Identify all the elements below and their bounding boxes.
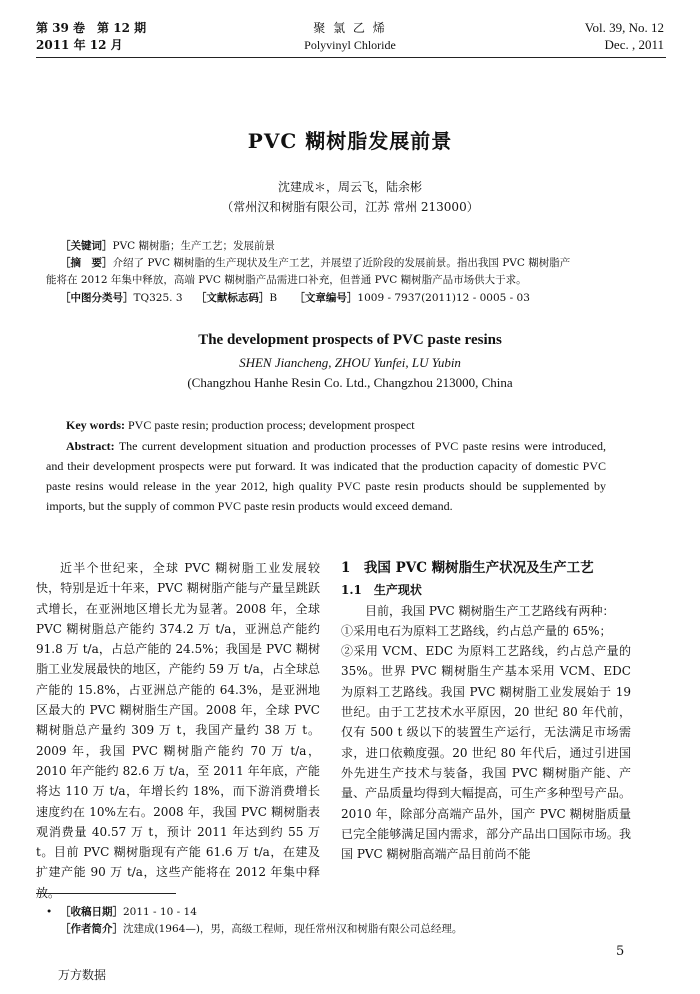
footnote-marker: • — [46, 906, 53, 918]
journal-name-cn: 聚 氯 乙 烯 — [313, 21, 387, 35]
author-bio — [60, 921, 462, 938]
received-date — [60, 904, 197, 921]
intro-paragraph: 近半个世纪来，全球 PVC 糊树脂工业发展较快，特别是近十年来，PVC 糊树脂产能与产量呈跳跃式增长，在亚洲地区增长尤为显著。2008 年，全球 PVC 糊树脂总产能约 374.2 万 t/a，亚洲总产能约 91.8 万 t/a，占总产能的 24.5%；我国是 PVC 糊树脂工业发展最快的地区，产能约 59 万 t/a，占全球总产能的 15.8%，占亚洲总产能的 64.3%，是亚洲地区最大的 PVC 糊树脂生产国。2008 年，全球 PVC 糊树脂总产量约 309 万 t，我国产量约 38 万 t。2009 年，我国 PVC 糊树脂产能约 70 万 t/a，2010 年产能约 82.6 万 t/a，至 2011 年年底，产能将达 110 万 t/a，年增长约 18%，而下游消费增长速度约在 10%左右。2008 年，我国 PVC 糊树脂表观消费量 40.57 万 t，预计 2011 年达到约 55 万 t。目前 PVC 糊树脂现有产能 61.6 万 t/a，在建及扩建产能 90 万 t/a，这些产能将在 2012 年集中释放。 — [36, 561, 320, 900]
journal-name-en: Polyvinyl Chloride — [304, 38, 396, 52]
authors-cn: 沈建成＊，周云飞，陆余彬 — [277, 180, 422, 194]
right-column — [341, 558, 631, 864]
keywords-cn-text: PVC 糊树脂；生产工艺；发展前景 — [112, 240, 276, 252]
page-title: PVC 糊树脂发展前景 — [247, 129, 453, 153]
article-no-label: ［文章编号］ — [294, 292, 358, 304]
english-affiliation: (Changzhou Hanhe Resin Co. Ltd., Changzhou 213000, China — [187, 375, 513, 390]
abstract-cn-line2: 能将在 2012 年集中释放，高端 PVC 糊树脂产品需进口补充，但普通 PVC 糊树脂产品市场供大于求。 — [46, 274, 527, 286]
classification — [60, 290, 645, 307]
english-title: The development prospects of PVC paste resins — [198, 332, 502, 348]
journal-date-en: Dec. , 2011 — [604, 37, 664, 52]
affiliation-cn: （常州汉和树脂有限公司，江苏 常州 213000） — [221, 200, 479, 214]
subsection-heading: 1.1 生产现状 — [341, 583, 422, 598]
english-abstract-text: The current development situation and production processes of PVC paste resins were introduced, and their development prospects were put forward. It was indicated that the production capacity of domestic PVC paste resins would release in the year 2012, high quality PVC paste resin products should be supplemented by imports, but the supply of common PVC paste resin products would exceed demand. — [46, 439, 606, 513]
received-value: 2011 - 10 - 14 — [123, 906, 197, 918]
received-label: ［收稿日期］ — [60, 906, 123, 918]
doc-code-value: B — [269, 292, 278, 304]
english-keywords-label: Key words: — [66, 418, 125, 432]
route-item-2: ②采用 VCM、EDC 为原料工艺路线，约占总产量的 35%。世界 PVC 糊树脂生产基本采用 VCM、EDC 为原料工艺路线。我国 PVC 糊树脂工业发展始于 19 世纪。由于工艺技术水平原因，20 世纪 80 年代前，仅有 500 t 级以下的装置生产运行，无法满足市场需求，进口依赖度强。20 世纪 80 年代后，通过引进国外先进生产技术与装备，我国 PVC 糊树脂产能、产量、产品质量均得到大幅提高，可生产多种型号产品。2010 年，除部分高端产品外，国产 PVC 糊树脂质量已完全能够满足国内需求，部分产品出口国际市场。我国 PVC 糊树脂高端产品目前尚不能 — [341, 644, 631, 862]
article-no-value: 1009 - 7937(2011)12 - 0005 - 03 — [357, 292, 530, 304]
doc-code-label: ［文献标志码］ — [195, 292, 270, 304]
author-bio-label: ［作者简介］ — [60, 923, 123, 935]
journal-date: 2011 年 12 月 — [36, 38, 123, 52]
abstract-cn-label: ［摘 要］ — [60, 257, 113, 269]
section-heading: 1 我国 PVC 糊树脂生产状况及生产工艺 — [341, 560, 594, 576]
route-item-1: ①采用电石为原料工艺路线，约占总产量的 65%； — [341, 623, 612, 638]
watermark: 万方数据 — [58, 968, 107, 982]
footnote-rule — [36, 893, 176, 894]
abstract-cn-text1: 介绍了 PVC 糊树脂的生产现状及生产工艺，并展望了近阶段的发展前景。指出我国 PVC 糊树脂产 — [112, 257, 571, 269]
keywords-cn — [60, 238, 645, 255]
english-keywords-text: PVC paste resin; production process; development prospect — [128, 418, 415, 432]
abstract-cn-line1 — [60, 255, 645, 272]
english-keywords — [66, 415, 606, 435]
author-bio-text: 沈建成(1964—)，男，高级工程师，现任常州汉和树脂有限公司总经理。 — [123, 923, 463, 935]
journal-volume-en: Vol. 39, No. 12 — [584, 20, 664, 35]
left-column — [36, 558, 320, 903]
clc-value: TQ325. 3 — [133, 292, 183, 304]
english-authors: SHEN Jiancheng, ZHOU Yunfei, LU Yubin — [239, 355, 461, 370]
section-paragraph: 目前，我国 PVC 糊树脂生产工艺路线有两种： — [365, 603, 615, 618]
clc-label: ［中图分类号］ — [60, 292, 134, 304]
journal-volume: 第 39 卷 第 12 期 — [36, 21, 147, 35]
english-abstract — [46, 436, 606, 516]
page-number: 5 — [616, 944, 625, 959]
keywords-cn-label: ［关键词］ — [60, 240, 113, 252]
header-rule — [36, 57, 666, 58]
english-abstract-label: Abstract: — [66, 439, 115, 453]
